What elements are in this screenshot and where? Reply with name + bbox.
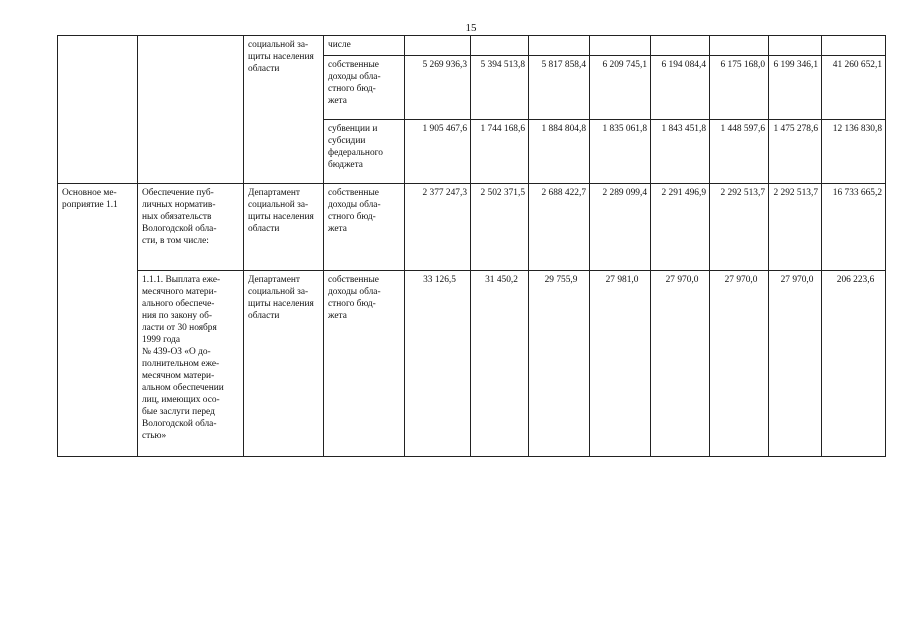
value-cell: 16 733 665,2: [822, 184, 886, 271]
value-cell: 6 194 084,4: [651, 56, 710, 120]
value-cell: 5 817 858,4: [529, 56, 590, 120]
value-cell: 2 291 496,9: [651, 184, 710, 271]
value-cell: [590, 36, 651, 56]
value-cell: 1 744 168,6: [471, 120, 529, 184]
budget-table: [57, 35, 886, 457]
value-cell: 31 450,2: [471, 271, 529, 457]
value-cell: 1 475 278,6: [769, 120, 822, 184]
source-cell: субвенции и субсидии федерального бюджета: [324, 120, 405, 184]
executor-cell: Департамент социальной за- щиты населения области: [244, 184, 324, 271]
executor-cell: Департамент социальной за- щиты населения области: [244, 271, 324, 457]
value-cell: 33 126,5: [405, 271, 471, 457]
value-cell: 2 292 513,7: [769, 184, 822, 271]
source-cell: собственные доходы обла- стного бюд- жета: [324, 184, 405, 271]
value-cell: 1 448 597,6: [710, 120, 769, 184]
value-cell: [822, 36, 886, 56]
value-cell: 1 905 467,6: [405, 120, 471, 184]
value-cell: 27 981,0: [590, 271, 651, 457]
value-cell: [651, 36, 710, 56]
table-row: [58, 271, 886, 457]
page-number: 15: [465, 22, 477, 34]
name-cell: [138, 36, 244, 184]
value-cell: 2 377 247,3: [405, 184, 471, 271]
value-cell: 2 289 099,4: [590, 184, 651, 271]
value-cell: 2 502 371,5: [471, 184, 529, 271]
source-cell: числе: [324, 36, 405, 56]
value-cell: [710, 36, 769, 56]
value-cell: 1 843 451,8: [651, 120, 710, 184]
value-cell: 12 136 830,8: [822, 120, 886, 184]
value-cell: 2 688 422,7: [529, 184, 590, 271]
source-cell: собственные доходы обла- стного бюд- жета: [324, 271, 405, 457]
value-cell: [529, 36, 590, 56]
value-cell: 206 223,6: [822, 271, 886, 457]
value-cell: 5 394 513,8: [471, 56, 529, 120]
event-cell: [58, 36, 138, 184]
value-cell: 41 260 652,1: [822, 56, 886, 120]
value-cell: 5 269 936,3: [405, 56, 471, 120]
name-cell: 1.1.1. Выплата еже- месячного матери- ального обеспече- ния по закону об- ласти от 30 ноября 1999 года № 439-ОЗ «О до- полнительном еже- месячном матери- альном обеспечении лиц, имеющих осо- бые заслуги перед Вологодской обла- стью»: [138, 271, 244, 457]
value-cell: [471, 36, 529, 56]
source-cell: собственные доходы обла- стного бюд- жета: [324, 56, 405, 120]
value-cell: 27 970,0: [769, 271, 822, 457]
value-cell: 2 292 513,7: [710, 184, 769, 271]
executor-cell: социальной за- щиты населения области: [244, 36, 324, 184]
value-cell: [769, 36, 822, 56]
value-cell: 1 884 804,8: [529, 120, 590, 184]
name-cell: Обеспечение пуб- личных норматив- ных обязательств Вологодской обла- сти, в том числе:: [138, 184, 244, 271]
value-cell: 1 835 061,8: [590, 120, 651, 184]
value-cell: 6 199 346,1: [769, 56, 822, 120]
value-cell: 27 970,0: [710, 271, 769, 457]
table-row: [58, 36, 886, 56]
event-cell: Основное ме- роприятие 1.1: [58, 184, 138, 457]
value-cell: [405, 36, 471, 56]
value-cell: 27 970,0: [651, 271, 710, 457]
table-row: [58, 184, 886, 271]
value-cell: 29 755,9: [529, 271, 590, 457]
value-cell: 6 175 168,0: [710, 56, 769, 120]
value-cell: 6 209 745,1: [590, 56, 651, 120]
